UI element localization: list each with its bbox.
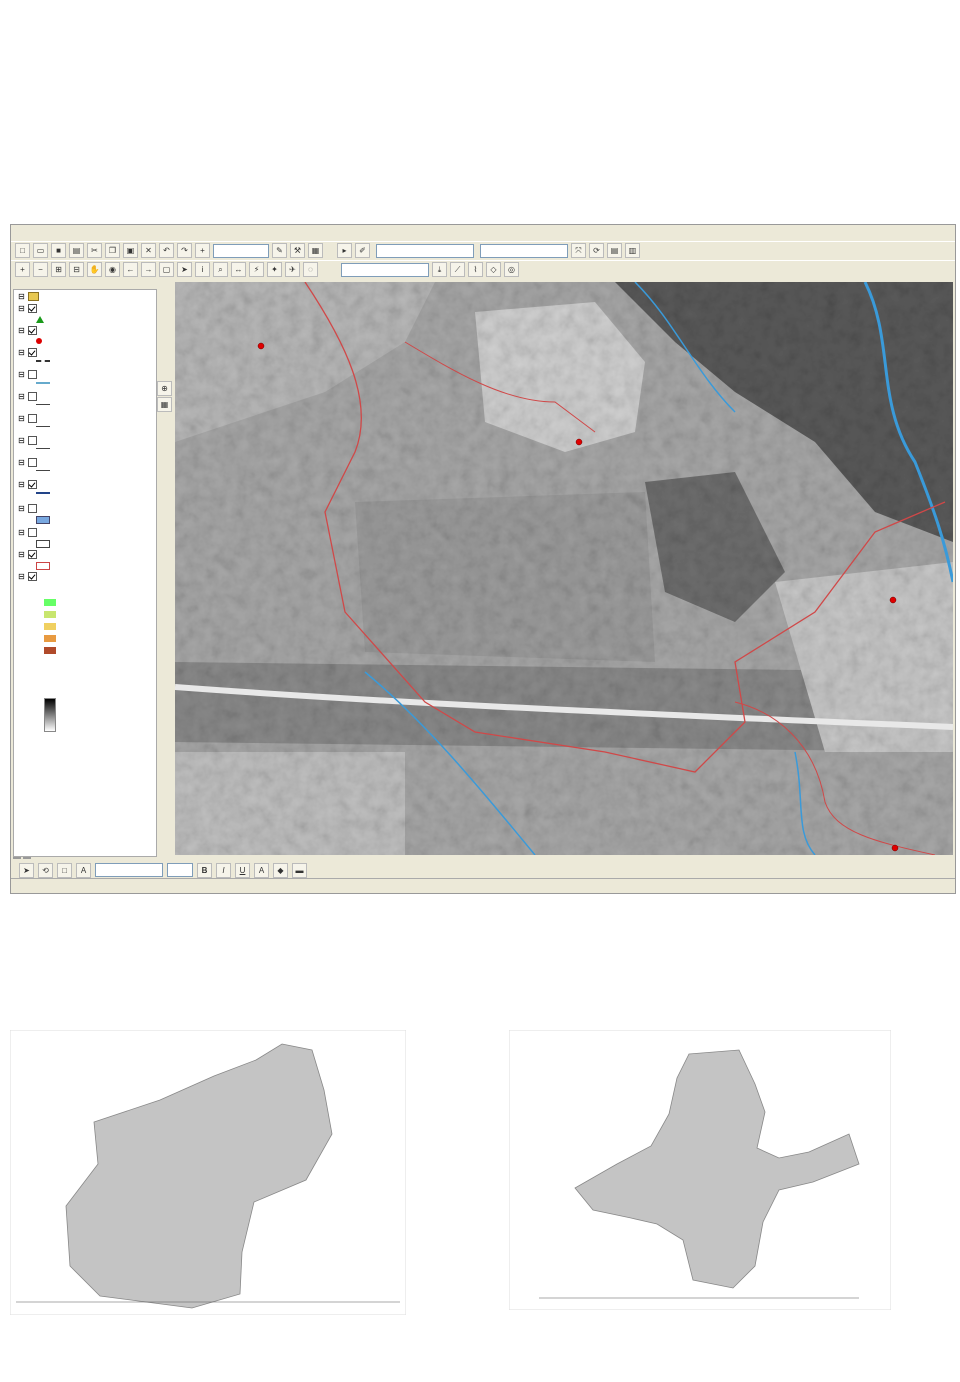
open-icon[interactable]: ▭ [33, 243, 48, 258]
drawing-toolbar [11, 863, 956, 877]
copy-icon[interactable]: ❐ [105, 243, 120, 258]
text-icon[interactable]: A [76, 863, 91, 878]
map-scale-select[interactable] [213, 244, 269, 258]
identify-icon[interactable]: i [195, 262, 210, 277]
line-color-icon[interactable]: ▬ [292, 863, 307, 878]
line-symbol-icon [36, 492, 50, 494]
view-link-table-icon[interactable]: ▦ [157, 397, 172, 412]
toc-layer-8[interactable] [18, 458, 40, 467]
expand-icon[interactable]: ⊟ [18, 504, 25, 513]
arcglobe-icon[interactable]: ◎ [504, 262, 519, 277]
railway-symbol-icon [36, 360, 50, 362]
bold-icon[interactable]: B [197, 863, 212, 878]
find-icon[interactable]: ⌕ [213, 262, 228, 277]
toc-layer-13[interactable] [18, 572, 40, 581]
toc-layer-6[interactable] [18, 414, 40, 423]
zoom-in-icon[interactable]: + [15, 262, 30, 277]
steepest-path-icon[interactable]: ⤓ [432, 262, 447, 277]
toc-tabs [13, 857, 31, 859]
expand-icon[interactable]: ⊟ [18, 348, 25, 357]
expand-icon[interactable]: ⊟ [18, 326, 25, 335]
layer-visibility-checkbox[interactable] [28, 458, 37, 467]
settlement-marker-2[interactable] [576, 439, 582, 445]
tab-source[interactable] [23, 857, 31, 859]
road-symbol-icon [36, 426, 50, 427]
standard-toolbar [11, 241, 956, 259]
road-symbol-icon [36, 448, 50, 449]
toc-layer-2[interactable] [18, 326, 40, 335]
line-symbol-icon [36, 382, 50, 384]
boundary-symbol-icon [36, 562, 50, 570]
edit-tool-icon[interactable]: ▸ [337, 243, 352, 258]
toc-layer-3[interactable] [18, 348, 40, 357]
fill-color-icon[interactable]: ◆ [273, 863, 288, 878]
legend-swatch-5 [44, 647, 56, 654]
expand-icon[interactable]: ⊟ [18, 304, 25, 313]
editor-toolbar-icon[interactable]: ✎ [272, 243, 287, 258]
rotate-icon[interactable]: ⟳ [589, 243, 604, 258]
toc-layer-1[interactable] [18, 304, 40, 313]
hyperlink-icon[interactable]: ⚡ [249, 262, 264, 277]
legend-swatch-2 [44, 611, 56, 618]
expand-icon[interactable]: ⊟ [18, 480, 25, 489]
expand-icon[interactable]: ⊟ [18, 550, 25, 559]
arcscene-icon[interactable]: ◇ [486, 262, 501, 277]
full-extent-icon[interactable]: ◉ [105, 262, 120, 277]
line-of-sight-icon[interactable]: ⟋ [450, 262, 465, 277]
legend-swatch-3 [44, 623, 56, 630]
contour-icon[interactable]: ◌ [303, 262, 318, 277]
legend-swatch-1 [44, 599, 56, 606]
add-data-icon[interactable]: + [195, 243, 210, 258]
italic-icon[interactable]: I [216, 863, 231, 878]
paste-icon[interactable]: ▣ [123, 243, 138, 258]
satellite-texture [175, 282, 953, 855]
sketch-tool-icon[interactable]: ✐ [355, 243, 370, 258]
arctoolbox-icon[interactable]: ⚒ [290, 243, 305, 258]
font-color-icon[interactable]: A [254, 863, 269, 878]
target-select[interactable] [480, 244, 568, 258]
map-view[interactable] [175, 282, 953, 855]
print-icon[interactable]: ▤ [69, 243, 84, 258]
command-line-icon[interactable]: ▦ [308, 243, 323, 258]
save-icon[interactable]: ■ [51, 243, 66, 258]
toc-layer-4[interactable] [18, 370, 40, 379]
expand-icon[interactable]: ⊟ [18, 528, 25, 537]
rectangle-icon[interactable]: □ [57, 863, 72, 878]
table-of-contents [13, 289, 157, 857]
map7-northwest [10, 1030, 406, 1315]
layers-icon [28, 292, 39, 301]
pan-icon[interactable]: ✋ [87, 262, 102, 277]
road-symbol-icon [36, 404, 50, 405]
rotate-element-icon[interactable]: ⟲ [38, 863, 53, 878]
sketch-properties-icon[interactable]: ▥ [625, 243, 640, 258]
settlement-marker-4[interactable] [892, 845, 898, 851]
layer-visibility-checkbox[interactable] [28, 326, 37, 335]
select-features-icon[interactable]: ▢ [159, 262, 174, 277]
tools-toolbar [11, 260, 956, 278]
delete-icon[interactable]: ✕ [141, 243, 156, 258]
undo-icon[interactable]: ↶ [159, 243, 174, 258]
select-elements-icon[interactable]: ➤ [177, 262, 192, 277]
map7-southeast [509, 1030, 891, 1310]
back-icon[interactable]: ← [123, 262, 138, 277]
collapse-icon[interactable]: ⊟ [18, 292, 25, 301]
layer-visibility-checkbox[interactable] [28, 572, 37, 581]
attributes-icon[interactable]: ▤ [607, 243, 622, 258]
arcmap-screenshot [10, 224, 956, 894]
layer-visibility-checkbox[interactable] [28, 370, 37, 379]
layer-visibility-checkbox[interactable] [28, 480, 37, 489]
expand-icon[interactable]: ⊟ [18, 572, 25, 581]
expand-icon[interactable]: ⊟ [18, 370, 25, 379]
forward-icon[interactable]: → [141, 262, 156, 277]
toc-layer-5[interactable] [18, 392, 40, 401]
layer-visibility-checkbox[interactable] [28, 304, 37, 313]
legend-swatch-4 [44, 635, 56, 642]
layer-visibility-checkbox[interactable] [28, 550, 37, 559]
georeferencing-toolbar [157, 289, 171, 419]
settlement-marker-1[interactable] [258, 343, 264, 349]
raster-gradient [44, 698, 56, 732]
menu-bar [11, 225, 956, 241]
add-control-points-icon[interactable]: ⊕ [157, 381, 172, 396]
redo-icon[interactable]: ↷ [177, 243, 192, 258]
expand-icon[interactable]: ⊟ [18, 392, 25, 401]
layer-visibility-checkbox[interactable] [28, 436, 37, 445]
layer-select[interactable] [341, 263, 429, 277]
font-select[interactable] [95, 863, 163, 877]
tab-display[interactable] [13, 857, 21, 859]
toc-layer-11[interactable] [18, 528, 40, 537]
toc-layer-12[interactable] [18, 550, 40, 559]
settlement-marker-3[interactable] [890, 597, 896, 603]
profile-graph-icon[interactable]: ⌇ [468, 262, 483, 277]
toc-layer-10[interactable] [18, 504, 40, 513]
task-select[interactable] [376, 244, 474, 258]
toc-layer-9[interactable] [18, 480, 40, 489]
layer-visibility-checkbox[interactable] [28, 528, 37, 537]
layer-visibility-checkbox[interactable] [28, 348, 37, 357]
select-elements-icon-2[interactable]: ➤ [19, 863, 34, 878]
polygon-symbol-icon [36, 540, 50, 548]
road-symbol-icon [36, 470, 50, 471]
expand-icon[interactable]: ⊟ [18, 458, 25, 467]
fixed-zoom-in-icon[interactable]: ⊞ [51, 262, 66, 277]
layer-visibility-checkbox[interactable] [28, 392, 37, 401]
fly-icon[interactable]: ✈ [285, 262, 300, 277]
underline-icon[interactable]: U [235, 863, 250, 878]
point-symbol-icon [36, 338, 42, 344]
expand-icon[interactable]: ⊟ [18, 414, 25, 423]
lake-symbol-icon [36, 516, 50, 524]
layer-visibility-checkbox[interactable] [28, 504, 37, 513]
font-size-select[interactable] [167, 863, 193, 877]
layer-visibility-checkbox[interactable] [28, 414, 37, 423]
toc-root[interactable] [18, 292, 42, 301]
toc-layer-7[interactable] [18, 436, 40, 445]
zoom-out-icon[interactable]: − [33, 262, 48, 277]
cut-icon[interactable]: ✂ [87, 243, 102, 258]
triangle-symbol-icon [36, 316, 44, 323]
measure-icon[interactable]: ↔ [231, 262, 246, 277]
split-icon[interactable]: ⤧ [571, 243, 586, 258]
status-bar [11, 878, 955, 893]
new-icon[interactable]: □ [15, 243, 30, 258]
navigate-icon[interactable]: ✦ [267, 262, 282, 277]
fixed-zoom-out-icon[interactable]: ⊟ [69, 262, 84, 277]
expand-icon[interactable]: ⊟ [18, 436, 25, 445]
